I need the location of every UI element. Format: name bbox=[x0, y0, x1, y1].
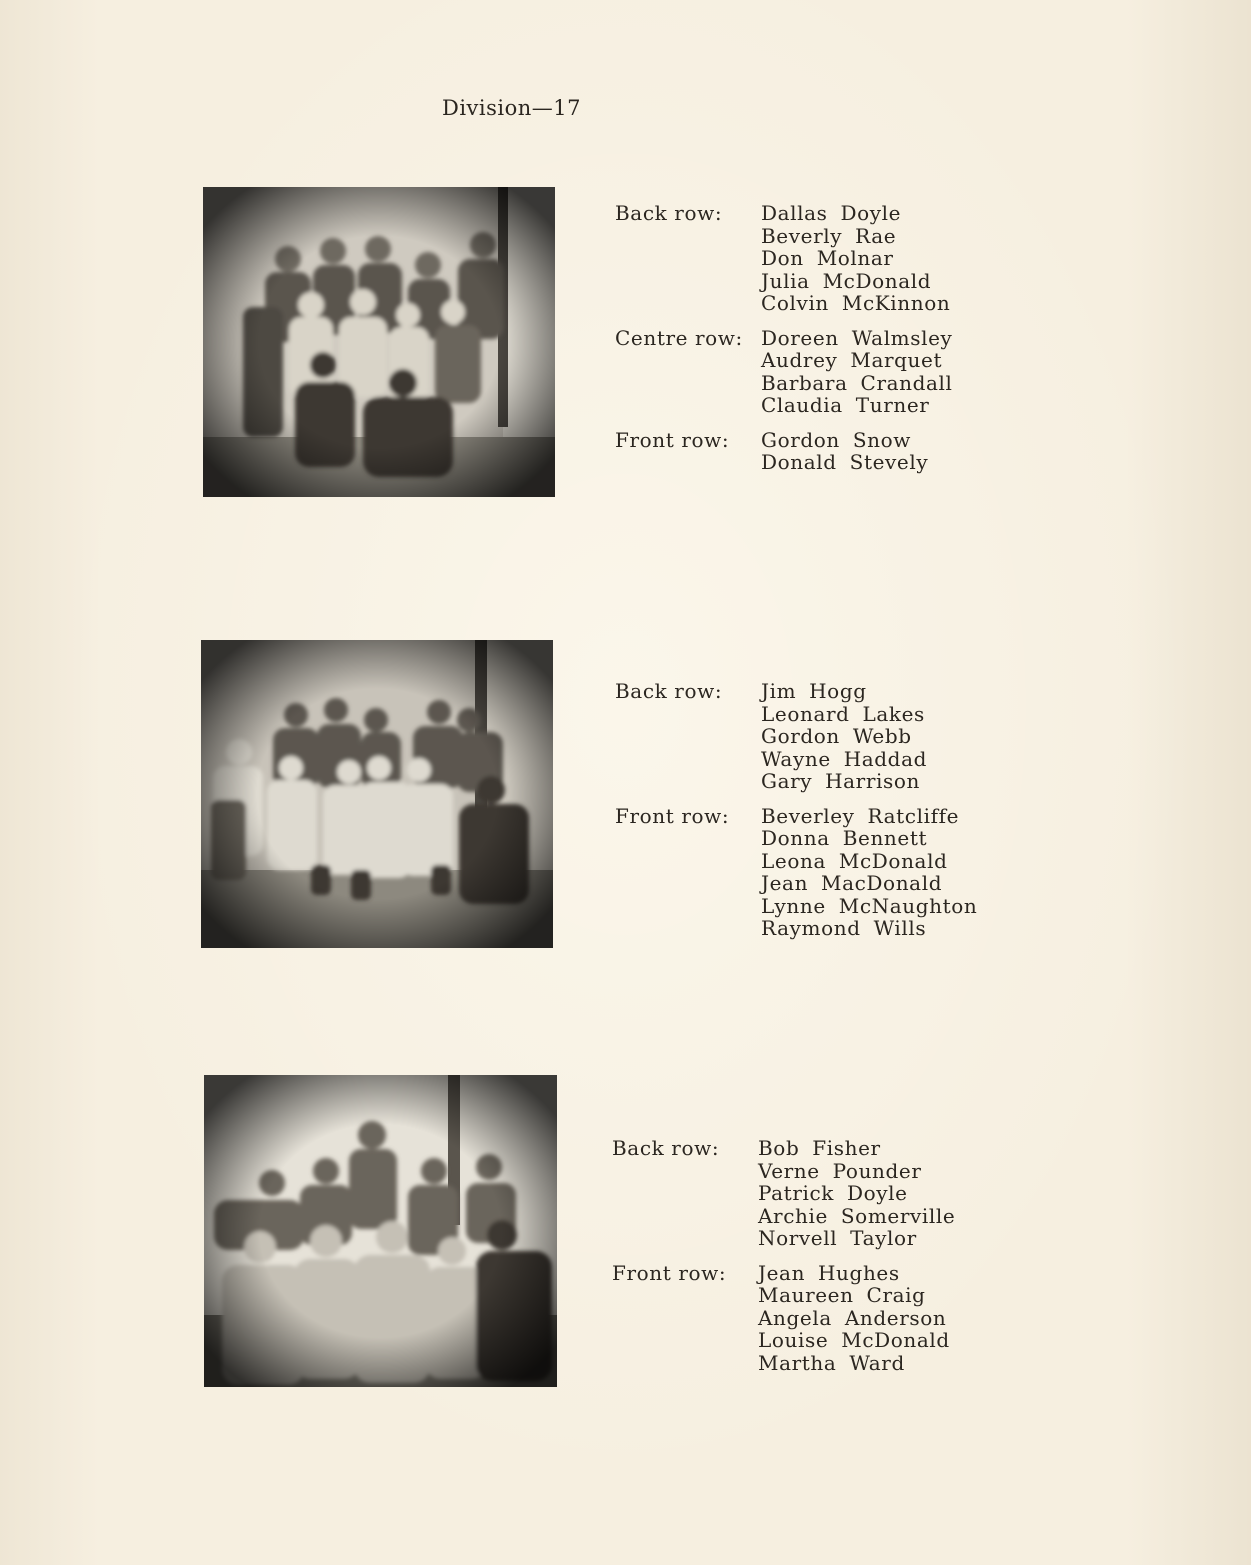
student-name: Beverly Rae bbox=[761, 223, 897, 248]
row-label: Back row: bbox=[615, 201, 723, 225]
student-name: Colvin McKinnon bbox=[761, 291, 951, 315]
student-name: Leona McDonald bbox=[761, 848, 948, 873]
student-name: Verne Pounder bbox=[758, 1158, 922, 1183]
student-name: Jim Hogg bbox=[761, 679, 867, 703]
student-name: Lynne McNaughton bbox=[761, 893, 978, 918]
row-front bbox=[615, 429, 953, 474]
student-name: Gordon Snow bbox=[761, 427, 912, 452]
student-name: Dallas Doyle bbox=[761, 201, 902, 225]
student-name: Barbara Crandall bbox=[761, 370, 953, 395]
row-label: Back row: bbox=[612, 1136, 720, 1160]
row-back bbox=[615, 202, 953, 315]
student-name: Julia McDonald bbox=[761, 268, 932, 293]
name-list bbox=[758, 1137, 955, 1250]
student-name: Angela Anderson bbox=[758, 1305, 947, 1330]
student-name: Leonard Lakes bbox=[761, 701, 925, 726]
student-name: Donna Bennett bbox=[761, 826, 928, 850]
name-list bbox=[758, 1262, 955, 1375]
student-name: Jean MacDonald bbox=[761, 871, 943, 895]
student-name: Gordon Webb bbox=[761, 724, 912, 748]
name-list bbox=[761, 327, 953, 417]
name-list bbox=[761, 202, 953, 315]
caption-group-1 bbox=[615, 202, 953, 486]
group-photo-image bbox=[201, 640, 553, 948]
student-name: Louise McDonald bbox=[758, 1328, 950, 1352]
row-front bbox=[612, 1262, 955, 1375]
row-label: Front row: bbox=[615, 427, 730, 452]
student-name: Raymond Wills bbox=[761, 916, 927, 940]
student-name: Jean Hughes bbox=[758, 1260, 900, 1285]
row-front bbox=[615, 805, 977, 940]
student-name: Maureen Craig bbox=[758, 1283, 926, 1307]
row-label: Centre row: bbox=[615, 325, 743, 350]
student-name: Bob Fisher bbox=[758, 1136, 881, 1160]
row-label: Back row: bbox=[615, 679, 723, 703]
student-name: Claudia Turner bbox=[761, 393, 930, 417]
page-title: Division—17 bbox=[442, 96, 582, 120]
student-name: Gary Harrison bbox=[761, 769, 920, 793]
row-label: Front row: bbox=[612, 1260, 727, 1285]
student-name: Audrey Marquet bbox=[761, 348, 943, 372]
student-name: Donald Stevely bbox=[761, 450, 929, 474]
group-photo-image bbox=[204, 1075, 557, 1387]
class-photo-2 bbox=[201, 640, 553, 948]
row-back bbox=[615, 680, 977, 793]
student-name: Martha Ward bbox=[758, 1350, 905, 1375]
class-photo-3 bbox=[204, 1075, 557, 1387]
student-name: Don Molnar bbox=[761, 246, 894, 270]
caption-group-3 bbox=[612, 1137, 955, 1386]
row-label: Front row: bbox=[615, 803, 730, 828]
class-photo-1 bbox=[203, 187, 555, 497]
student-name: Norvell Taylor bbox=[758, 1226, 917, 1250]
student-name: Archie Somerville bbox=[758, 1203, 956, 1228]
row-back bbox=[612, 1137, 955, 1250]
name-list bbox=[761, 429, 953, 474]
student-name: Wayne Haddad bbox=[761, 746, 928, 771]
caption-group-2 bbox=[615, 680, 977, 952]
name-list bbox=[761, 805, 977, 940]
row-centre bbox=[615, 327, 953, 417]
group-photo-image bbox=[203, 187, 555, 497]
student-name: Beverley Ratcliffe bbox=[761, 803, 960, 828]
student-name: Patrick Doyle bbox=[758, 1181, 908, 1205]
name-list bbox=[761, 680, 977, 793]
student-name: Doreen Walmsley bbox=[761, 325, 953, 350]
